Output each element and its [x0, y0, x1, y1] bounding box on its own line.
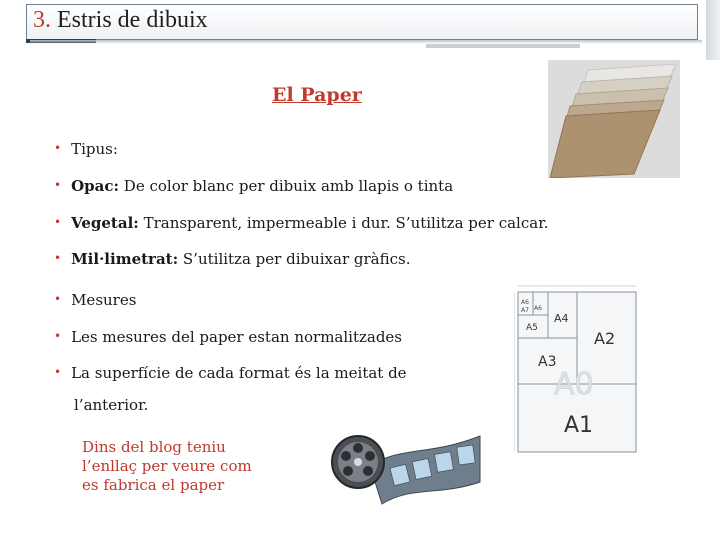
bullet-marker: • — [54, 215, 62, 229]
slide-title — [33, 7, 208, 34]
bullet-mesures: • Mesures — [54, 291, 137, 309]
format-label-a6: A6 — [521, 299, 529, 306]
slide-edge-decoration — [706, 0, 720, 60]
slide-title-text: Estris de dibuix — [51, 7, 208, 33]
format-label-a6b: A6 — [534, 305, 542, 312]
paper-formats-diagram — [514, 284, 640, 454]
slide-title-number: 3. — [33, 7, 51, 33]
bullet-marker: • — [54, 178, 62, 192]
blog-note — [82, 438, 252, 495]
bullet-marker: • — [54, 365, 62, 379]
bullet-marker: • — [54, 141, 62, 155]
bullet-marker: • — [54, 251, 62, 265]
paper-stack-photo — [548, 60, 680, 178]
bullet-superficie: • La superfície de cada format és la meitat de — [54, 364, 407, 382]
bullet-vegetal: • Vegetal: Transparent, impermeable i dur. S’utilitza per calcar. — [54, 214, 549, 232]
bullet-marker: • — [54, 329, 62, 343]
blog-note-line2: l’enllaç per veure com — [82, 457, 252, 475]
bullet-tipus: • Tipus: — [54, 140, 118, 158]
title-accent-bar — [426, 44, 580, 48]
bullet-opac: • Opac: De color blanc per dibuix amb llapis o tinta — [54, 177, 454, 195]
bullet-normalitzades: • Les mesures del paper estan normalitzades — [54, 328, 403, 346]
format-label-a2: A2 — [594, 329, 616, 348]
section-heading: El Paper — [272, 84, 362, 106]
format-label-a4: A4 — [554, 312, 569, 325]
bullet-superficie-continuation: l’anterior. — [74, 396, 149, 414]
format-label-a5: A5 — [526, 323, 538, 333]
title-shadow — [30, 40, 702, 44]
title-banner — [26, 4, 698, 40]
bullet-marker: • — [54, 292, 62, 306]
format-label-a3: A3 — [538, 354, 557, 370]
format-label-a0: A0 — [554, 367, 594, 402]
film-reel-icon — [330, 426, 482, 518]
blog-note-line3: es fabrica el paper — [82, 476, 225, 494]
blog-note-line1: Dins del blog teniu — [82, 438, 226, 456]
format-label-a1: A1 — [564, 413, 594, 438]
format-label-a7: A7 — [521, 307, 529, 314]
bullet-millimetrat: • Mil·limetrat: S’utilitza per dibuixar gràfics. — [54, 250, 411, 268]
